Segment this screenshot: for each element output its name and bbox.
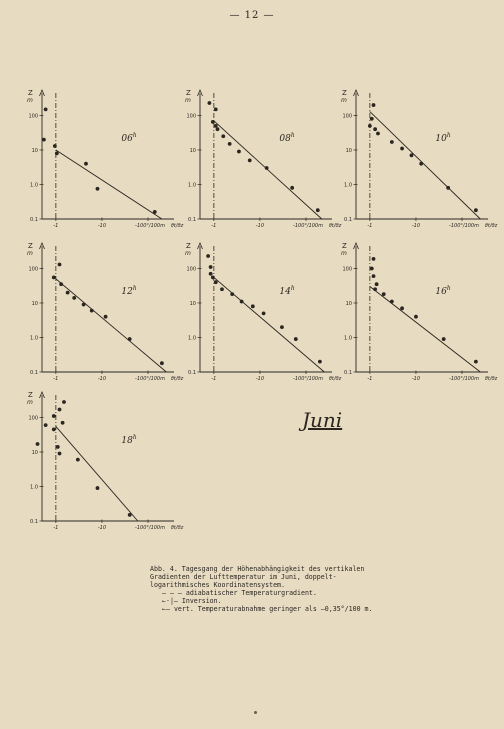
hour-value: 06 — [121, 134, 133, 144]
data-point — [400, 306, 404, 310]
y-tick-label: 10 — [31, 300, 38, 307]
data-point — [410, 153, 414, 157]
data-point — [214, 280, 218, 284]
data-point — [36, 442, 40, 446]
data-point — [211, 120, 215, 124]
y-axis-label-z: Z — [28, 391, 33, 399]
data-point — [82, 303, 86, 307]
data-point — [76, 458, 80, 462]
y-tick-label: 10 — [31, 147, 38, 154]
data-point — [248, 158, 252, 162]
hour-unit: h — [132, 132, 137, 139]
legend-row-small-lapse — [150, 605, 380, 613]
caption-text: Abb. 4. Tagesgang der Höhenabhängigkeit des vertikalen Gradienten der Lufttemperatur im Juni, doppelt-logarithmisches Koordinatensystem. — [150, 565, 365, 589]
y-axis-label-m: m — [185, 97, 191, 104]
data-point — [240, 300, 244, 304]
y-tick-label: 1.0 — [344, 182, 352, 189]
hour-unit: h — [290, 132, 295, 139]
y-tick-label: 1.0 — [30, 182, 38, 189]
x-axis-unit-label: ϑt/ϑz — [328, 223, 342, 229]
y-tick-label: 100 — [186, 113, 196, 120]
data-point — [209, 272, 213, 276]
y-axis-label-z: Z — [342, 242, 347, 250]
data-point — [474, 360, 478, 364]
data-point — [160, 361, 164, 365]
chart-panel-08h — [178, 85, 342, 235]
legend-symbol-small-lapse: ←— — [162, 605, 170, 613]
data-point — [251, 304, 255, 308]
y-tick-label: 100 — [342, 266, 352, 273]
hour-unit: h — [446, 132, 451, 139]
trend-line — [56, 279, 166, 372]
chart-panel-10h — [334, 85, 498, 235]
panel-hour-title — [435, 132, 450, 144]
y-axis-label-z: Z — [342, 89, 347, 97]
data-point — [58, 452, 62, 456]
panel-hour-title — [121, 434, 136, 446]
hour-value: 18 — [121, 436, 133, 446]
data-point — [84, 162, 88, 166]
hour-value: 14 — [279, 287, 291, 297]
data-point — [208, 101, 212, 105]
data-point — [290, 186, 294, 190]
y-tick-label: 100 — [28, 266, 38, 273]
y-tick-label: 0.1 — [188, 217, 196, 223]
legend-symbol-adiabatic: — — — — [162, 589, 182, 597]
y-axis-label-m: m — [27, 399, 33, 406]
data-point — [61, 421, 65, 425]
chart-panel-16h — [334, 238, 498, 388]
chart-panel-12h — [20, 238, 184, 388]
data-point — [382, 292, 386, 296]
trend-line — [370, 287, 480, 372]
y-tick-label: 100 — [186, 266, 196, 273]
x-axis-unit-label: ϑt/ϑz — [170, 376, 184, 382]
y-tick-label: 10 — [189, 300, 196, 307]
legend-text-inversion: Inversion. — [181, 597, 222, 605]
x-tick-label: -1 — [53, 376, 59, 382]
data-point — [211, 276, 215, 280]
data-point — [390, 300, 394, 304]
x-axis-unit-label: ϑt/ϑz — [484, 223, 498, 229]
y-tick-label: 1.0 — [30, 484, 38, 491]
y-tick-label: 100 — [28, 113, 38, 120]
data-point — [237, 150, 241, 154]
x-tick-label: -1 — [53, 525, 59, 531]
x-tick-label: -100°/100m — [293, 376, 323, 382]
y-tick-label: 1.0 — [188, 335, 196, 342]
x-tick-label: -1 — [211, 376, 217, 382]
y-axis-label-m: m — [341, 250, 347, 257]
trend-line — [370, 112, 480, 219]
chart-panel-14h — [178, 238, 342, 388]
data-point — [373, 287, 377, 291]
hour-value: 08 — [279, 134, 291, 144]
data-point — [390, 140, 394, 144]
y-axis-label-z: Z — [28, 89, 33, 97]
data-point — [228, 142, 232, 146]
data-point — [370, 117, 374, 121]
data-point — [400, 147, 404, 151]
data-point — [128, 337, 132, 341]
data-point — [221, 134, 225, 138]
data-point — [52, 428, 56, 432]
data-point — [52, 414, 56, 418]
x-tick-label: -10 — [411, 376, 421, 382]
x-axis-unit-label: ϑt/ϑz — [328, 376, 342, 382]
data-point — [59, 282, 63, 286]
y-tick-label: 0.1 — [30, 519, 38, 525]
data-point — [128, 513, 132, 517]
hour-unit: h — [132, 285, 137, 292]
y-axis-label-z: Z — [186, 242, 191, 250]
data-point — [372, 257, 376, 261]
y-axis-label-z: Z — [28, 242, 33, 250]
data-point — [62, 400, 66, 404]
y-tick-label: 0.1 — [30, 217, 38, 223]
x-tick-label: -100°/100m — [135, 525, 165, 531]
panel-hour-title — [279, 285, 294, 297]
data-point — [265, 166, 269, 170]
y-tick-label: 10 — [189, 147, 196, 154]
y-tick-label: 10 — [345, 300, 352, 307]
trend-line — [214, 277, 324, 372]
y-tick-label: 1.0 — [188, 182, 196, 189]
data-point — [262, 311, 266, 315]
data-point — [368, 124, 372, 128]
y-tick-label: 1.0 — [30, 335, 38, 342]
data-point — [446, 186, 450, 190]
data-point — [53, 144, 57, 148]
y-tick-label: 0.1 — [344, 370, 352, 376]
legend-row-inversion — [150, 597, 380, 605]
x-tick-label: -10 — [411, 223, 421, 229]
paper-stain — [254, 711, 257, 714]
y-tick-label: 1.0 — [344, 335, 352, 342]
data-point — [96, 486, 100, 490]
y-axis-label-z: Z — [186, 89, 191, 97]
data-point — [206, 254, 210, 258]
trend-line — [56, 150, 162, 219]
y-tick-label: 100 — [342, 113, 352, 120]
y-axis-label-m: m — [341, 97, 347, 104]
legend-symbol-inversion: ←·|– — [162, 597, 178, 605]
data-point — [316, 208, 320, 212]
data-point — [220, 287, 224, 291]
x-tick-label: -10 — [97, 525, 107, 531]
panel-hour-title — [279, 132, 294, 144]
x-tick-label: -10 — [97, 223, 107, 229]
data-point — [44, 423, 48, 427]
data-point — [104, 315, 108, 319]
data-point — [52, 276, 56, 280]
data-point — [42, 138, 46, 142]
figure-caption — [150, 565, 380, 613]
y-tick-label: 0.1 — [344, 217, 352, 223]
month-label: Juni — [302, 408, 343, 432]
hour-unit: h — [290, 285, 295, 292]
y-tick-label: 10 — [345, 147, 352, 154]
x-tick-label: -100°/100m — [449, 376, 479, 382]
x-tick-label: -10 — [255, 376, 265, 382]
x-tick-label: -1 — [367, 223, 373, 229]
data-point — [414, 315, 418, 319]
data-point — [56, 445, 60, 449]
legend-text-adiabatic: adiabatischer Temperaturgradient. — [185, 589, 317, 597]
hour-unit: h — [446, 285, 451, 292]
x-axis-unit-label: ϑt/ϑz — [484, 376, 498, 382]
panel-hour-title — [435, 285, 450, 297]
x-axis-unit-label: ϑt/ϑz — [170, 223, 184, 229]
data-point — [66, 291, 70, 295]
data-point — [90, 309, 94, 313]
data-point — [318, 360, 322, 364]
data-point — [216, 127, 220, 131]
data-point — [230, 292, 234, 296]
data-point — [370, 267, 374, 271]
data-point — [209, 265, 213, 269]
panel-hour-title — [121, 285, 136, 297]
panel-hour-title — [121, 132, 136, 144]
y-tick-label: 0.1 — [30, 370, 38, 376]
data-point — [96, 187, 100, 191]
y-axis-label-m: m — [27, 250, 33, 257]
data-point — [373, 127, 377, 131]
data-point — [55, 151, 59, 155]
data-point — [153, 210, 157, 214]
data-point — [372, 274, 376, 278]
data-point — [294, 337, 298, 341]
y-tick-label: 100 — [28, 415, 38, 422]
data-point — [442, 337, 446, 341]
x-axis-unit-label: ϑt/ϑz — [170, 525, 184, 531]
legend-text-small-lapse: vert. Temperaturabnahme geringer als —0,35°/100 m. — [173, 605, 373, 613]
hour-unit: h — [132, 434, 137, 441]
data-point — [58, 408, 62, 412]
y-axis-label-m: m — [185, 250, 191, 257]
data-point — [280, 325, 284, 329]
x-tick-label: -100°/100m — [449, 223, 479, 229]
data-point — [372, 103, 376, 107]
data-point — [58, 263, 62, 267]
y-tick-label: 0.1 — [188, 370, 196, 376]
hour-value: 16 — [435, 287, 447, 297]
data-point — [44, 107, 48, 111]
trend-line — [214, 121, 322, 219]
data-point — [375, 282, 379, 286]
chart-panel-06h — [20, 85, 184, 235]
y-axis-label-m: m — [27, 97, 33, 104]
hour-value: 10 — [435, 134, 447, 144]
x-tick-label: -100°/100m — [293, 223, 323, 229]
y-tick-label: 10 — [31, 449, 38, 456]
data-point — [376, 132, 380, 136]
x-tick-label: -100°/100m — [135, 223, 165, 229]
x-tick-label: -100°/100m — [135, 376, 165, 382]
x-tick-label: -10 — [255, 223, 265, 229]
page-number: — 12 — — [229, 10, 275, 21]
hour-value: 12 — [121, 287, 133, 297]
chart-panel-18h — [20, 387, 184, 537]
data-point — [214, 107, 218, 111]
data-point — [474, 208, 478, 212]
legend-row-adiabatic — [150, 589, 380, 597]
data-point — [419, 162, 423, 166]
data-point — [72, 296, 76, 300]
x-tick-label: -10 — [97, 376, 107, 382]
data-point — [214, 124, 218, 128]
x-tick-label: -1 — [53, 223, 59, 229]
x-tick-label: -1 — [367, 376, 373, 382]
x-tick-label: -1 — [211, 223, 217, 229]
